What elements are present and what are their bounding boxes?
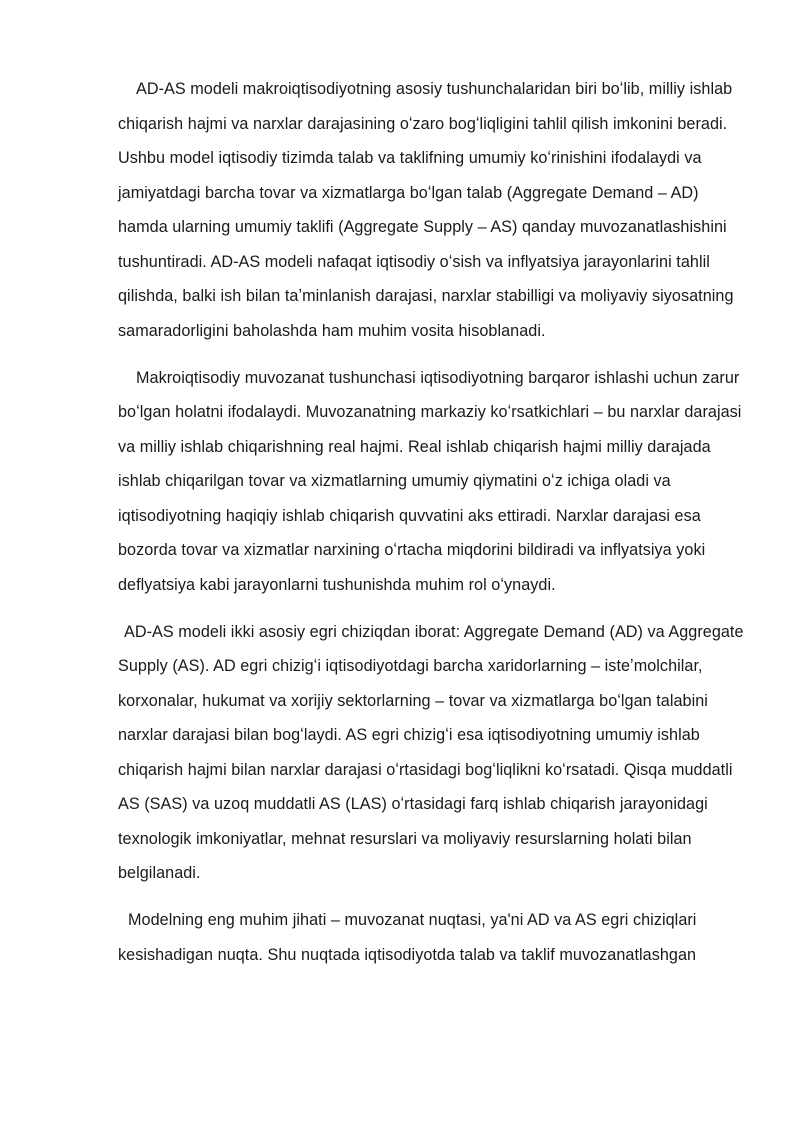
paragraph-3: AD-AS modeli ikki asosiy egri chiziqdan iborat: Aggregate Demand (AD) va Aggregate Supply (AS). AD egri chizigʻi iqtisodiyotdagi barcha xaridorlarning – isteʼmolchilar, korxonalar, hukumat va xorijiy sektorlarning – tovar va xizmatlarga boʻlgan talabini narxlar darajasi bilan bogʻlaydi. AS egri chizigʻi esa iqtisodiyotning umumiy ishlab chiqarish hajmi bilan narxlar darajasi oʻrtasidagi bogʻliqlikni koʻrsatadi. Qisqa muddatli AS (SAS) va uzoq muddatli AS (LAS) oʻrtasidagi farq ishlab chiqarish jarayonidagi texnologik imkoniyatlar, mehnat resurslari va moliyaviy resurslarning holati bilan belgilanadi.: [118, 622, 744, 882]
paragraph-1: AD-AS modeli makroiqtisodiyotning asosiy tushunchalaridan biri boʻlib, milliy ishlab chiqarish hajmi va narxlar darajasining oʻzaro bogʻliqligini tahlil qilish imkonini beradi. Ushbu model iqtisodiy tizimda talab va taklifning umumiy koʻrinishini ifodalaydi va jamiyatdagi barcha tovar va xizmatlarga boʻlgan talab (Aggregate Demand – AD) hamda ularning umumiy taklifi (Aggregate Supply – AS) qanday muvozanatlashishini tushuntiradi. AD-AS modeli nafaqat iqtisodiy oʻsish va inflyatsiya jarayonlarini tahlil qilishda, balki ish bilan taʼminlanish darajasi, narxlar stabilligi va moliyaviy siyosatning samaradorligini baholashda ham muhim vosita hisoblanadi.: [118, 80, 734, 340]
paragraph-2: Makroiqtisodiy muvozanat tushunchasi iqtisodiyotning barqaror ishlashi uchun zarur boʻlgan holatni ifodalaydi. Muvozanatning markaziy koʻrsatkichlari – bu narxlar darajasi va milliy ishlab chiqarishning real hajmi. Real ishlab chiqarish hajmi milliy darajada ishlab chiqarilgan tovar va xizmatlarning umumiy qiymatini oʻz ichiga oladi va iqtisodiyotning haqiqiy ishlab chiqarish quvvatini aks ettiradi. Narxlar darajasi esa bozorda tovar va xizmatlar narxining oʻrtacha miqdorini bildiradi va inflyatsiya yoki deflyatsiya kabi jarayonlarni tushunishda muhim rol oʻynaydi.: [118, 368, 742, 594]
document-body: [118, 72, 748, 985]
paragraph-4: Modelning eng muhim jihati – muvozanat nuqtasi, ya'ni AD va AS egri chiziqlari kesishadigan nuqta. Shu nuqtada iqtisodiyotda talab va taklif muvozanatlashgan: [118, 911, 697, 964]
